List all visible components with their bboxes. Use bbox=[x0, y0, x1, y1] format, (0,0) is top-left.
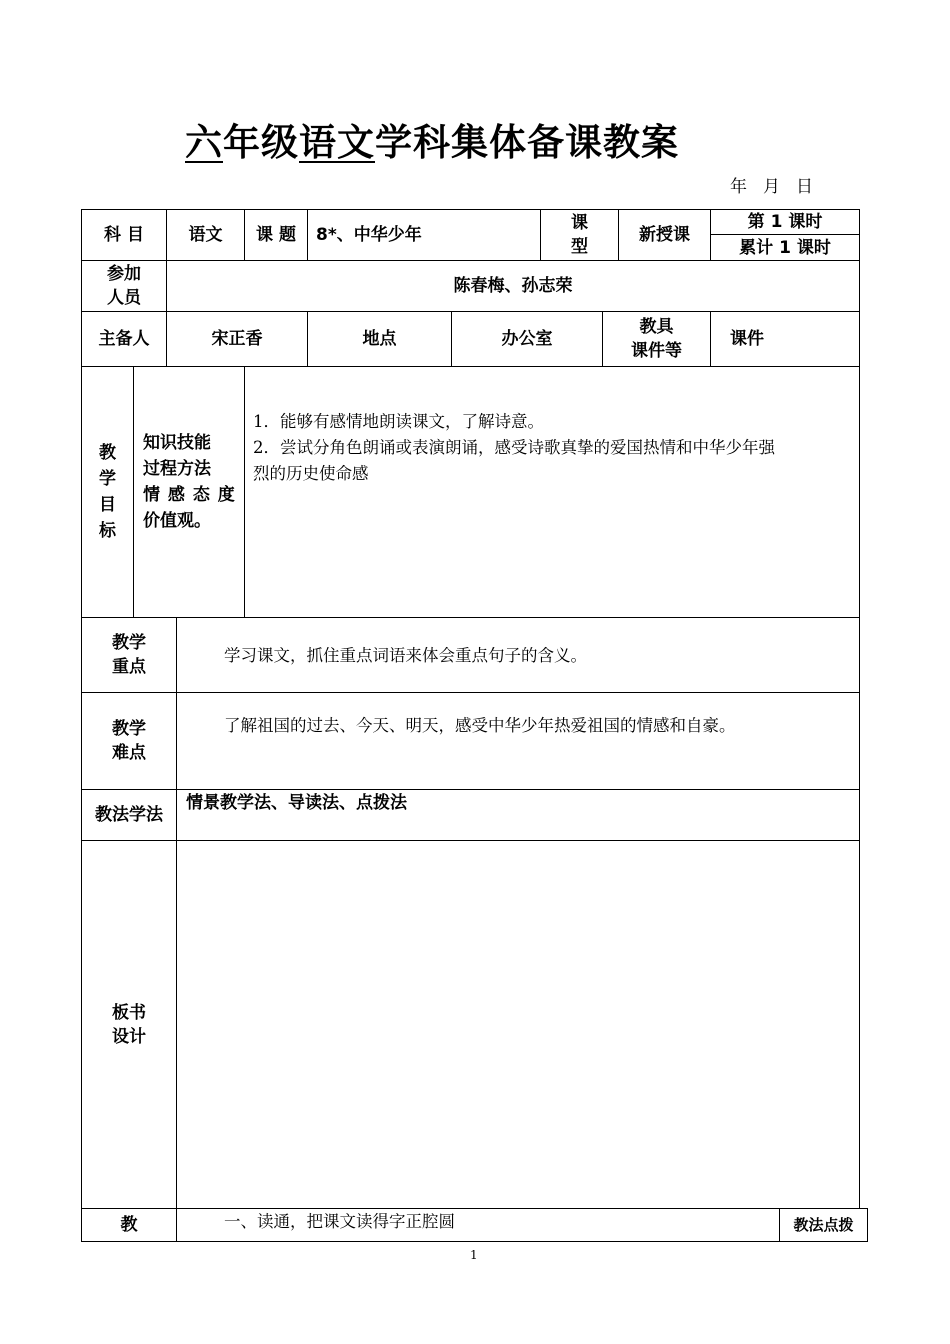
type-value: 新授课 bbox=[639, 225, 690, 245]
objective-item: 1．能够有感情地朗读课文，了解诗意。 bbox=[253, 412, 544, 431]
key-points-value: 学习课文，抓住重点词语来体会重点句子的含义。 bbox=[224, 646, 587, 665]
objective-item: 2．尝试分角色朗诵或表演朗诵，感受诗歌真挚的爱国热情和中华少年强 bbox=[253, 438, 775, 457]
board-label: 板书 设计 bbox=[112, 1002, 146, 1047]
topic-value: 8*、中华少年 bbox=[316, 225, 422, 245]
participants-value: 陈春梅、孙志荣 bbox=[453, 276, 573, 296]
difficulties-label: 教学 难点 bbox=[112, 719, 146, 763]
date-day: 日 bbox=[796, 177, 813, 197]
subject-label: 科 目 bbox=[104, 225, 144, 245]
difficulties-value: 了解祖国的过去、今天、明天，感受中华少年热爱祖国的情感和自豪。 bbox=[224, 716, 736, 735]
subject-value: 语文 bbox=[188, 225, 223, 245]
date-year: 年 bbox=[730, 177, 747, 197]
process-first-step: 一、读通，把课文读得字正腔圆 bbox=[224, 1212, 455, 1231]
objectives-list bbox=[253, 409, 858, 487]
objective-item: 烈的历史使命感 bbox=[253, 464, 369, 483]
key-points-label: 教学 重点 bbox=[112, 633, 146, 677]
process-side-label: 教法点拨 bbox=[793, 1216, 854, 1234]
location-label: 地点 bbox=[362, 329, 397, 349]
tools-value: 课件 bbox=[730, 329, 764, 349]
date-line bbox=[730, 172, 813, 197]
page-number: 1 bbox=[470, 1248, 478, 1262]
tools-label: 教具 课件等 bbox=[631, 317, 682, 361]
preparer-value: 宋正香 bbox=[211, 329, 263, 349]
objectives-label: 教 学 目 标 bbox=[99, 443, 116, 541]
objectives-sublabel: 知识技能 过程方法 情 感 态 度 价值观。 bbox=[143, 433, 236, 531]
topic-label: 课 题 bbox=[256, 225, 296, 245]
process-label: 教 bbox=[120, 1215, 138, 1235]
type-label: 课 型 bbox=[571, 213, 588, 257]
page-title: 六年级语文学科集体备课教案 bbox=[185, 121, 679, 164]
preparer-label: 主备人 bbox=[98, 329, 150, 349]
methods-value: 情景教学法、导读法、点拨法 bbox=[186, 793, 407, 813]
period: 第 1 课时 bbox=[747, 212, 823, 232]
cumulative: 累计 1 课时 bbox=[739, 237, 831, 258]
board-content-area bbox=[177, 841, 859, 1208]
participants-label: 参加 人员 bbox=[107, 264, 141, 308]
location-value: 办公室 bbox=[501, 329, 553, 349]
date-month: 月 bbox=[763, 177, 780, 197]
methods-label: 教法学法 bbox=[95, 805, 163, 825]
